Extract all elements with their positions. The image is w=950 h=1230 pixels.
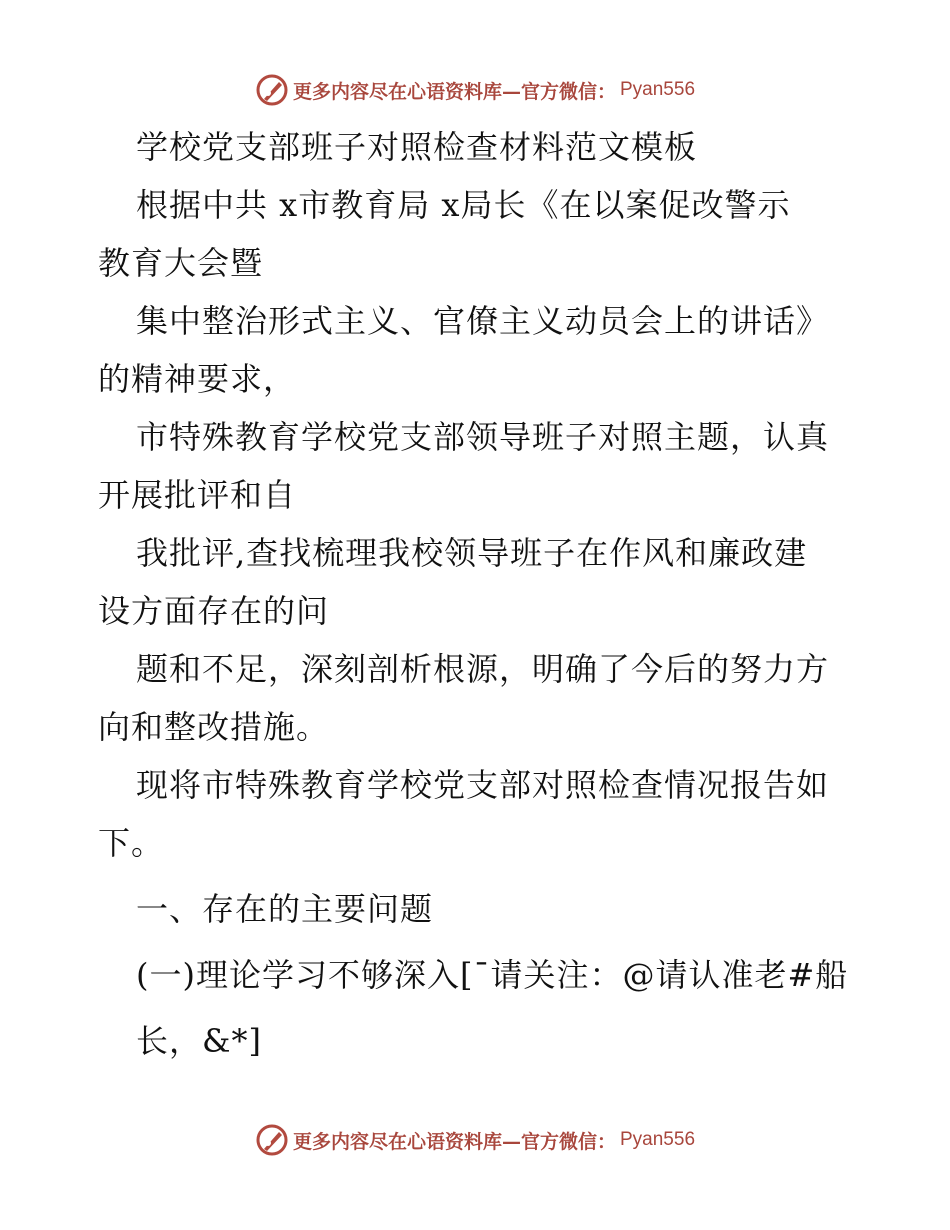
paragraph-line: 题和不足，深刻剖析根源，明确了今后的努力方 xyxy=(136,650,830,688)
document-title: 学校党支部班子对照检查材料范文模板 xyxy=(136,128,698,166)
paragraph-line: 向和整改措施。 xyxy=(98,708,330,746)
paragraph-line: 开展批评和自 xyxy=(98,476,297,514)
paragraph-line: 长，&*] xyxy=(136,1022,262,1060)
pen-logo-icon xyxy=(255,1123,289,1157)
paragraph-line: 下。 xyxy=(98,824,165,862)
watermark-wechat-id: Pyan556 xyxy=(620,79,696,100)
paragraph-line: 市特殊教育学校党支部领导班子对照主题，认真 xyxy=(136,418,830,456)
header-watermark xyxy=(0,70,950,110)
paragraph-line: 根据中共 x市教育局 x局长《在以案促改警示 xyxy=(136,186,791,224)
paragraph-line: 设方面存在的问 xyxy=(98,592,330,630)
paragraph-line: 集中整治形式主义、官僚主义动员会上的讲话》 xyxy=(136,302,830,340)
paragraph-line: 现将市特殊教育学校党支部对照检查情况报告如 xyxy=(136,766,830,804)
footer-watermark xyxy=(0,1120,950,1160)
pen-logo-icon xyxy=(255,73,289,107)
document-body xyxy=(98,118,858,1070)
paragraph-line: 我批评,查找梳理我校领导班子在作风和廉政建 xyxy=(136,534,808,572)
paragraph-line: 教育大会暨 xyxy=(98,244,264,282)
section-heading: 一、存在的主要问题 xyxy=(136,890,434,928)
watermark-text: 更多内容尽在心语资料库—官方微信： xyxy=(292,80,616,103)
watermark-text: 更多内容尽在心语资料库—官方微信： xyxy=(292,1130,616,1153)
subsection-heading: (一)理论学习不够深入[¯请关注：@请认准老#船 xyxy=(136,956,849,994)
watermark-wechat-id: Pyan556 xyxy=(620,1129,696,1150)
paragraph-line: 的精神要求， xyxy=(98,360,297,398)
